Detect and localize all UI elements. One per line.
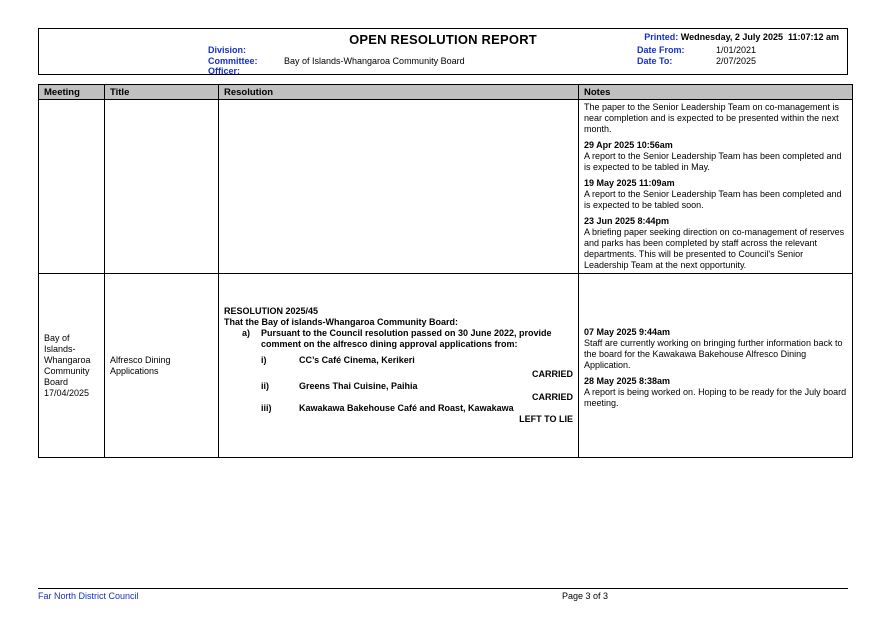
date-from-value: 1/01/2021 <box>716 45 757 55</box>
column-header-title: Title <box>105 85 219 100</box>
sub-item-marker: ii) <box>261 381 269 391</box>
sub-item-marker: iii) <box>261 403 272 413</box>
meeting-line: Board <box>44 376 69 387</box>
report-header <box>38 28 848 75</box>
status-label: CARRIED <box>531 392 573 402</box>
notes-cell <box>579 100 853 274</box>
column-header-meeting: Meeting <box>39 85 105 100</box>
note-timestamp: 07 May 2025 9:44am <box>584 327 671 337</box>
note-text: A report to the Senior Leadership Team has been completed and is expected to be tabled in May. <box>584 151 842 172</box>
table-row <box>39 274 853 458</box>
meeting-cell <box>39 274 105 458</box>
report-title: OPEN RESOLUTION REPORT <box>349 32 537 47</box>
sub-item <box>224 381 573 392</box>
sub-item <box>224 403 573 414</box>
officer-label: Officer: <box>208 66 241 76</box>
sub-item-marker: i) <box>261 355 267 365</box>
sub-item-text: Kawakawa Bakehouse Café and Roast, Kawakawa <box>299 403 514 413</box>
table-row <box>39 100 853 274</box>
note-timestamp: 28 May 2025 8:38am <box>584 376 671 386</box>
status-label: LEFT TO LIE <box>519 414 573 424</box>
table-header-row <box>39 85 853 100</box>
title-cell <box>105 274 219 458</box>
note-text: A report to the Senior Leadership Team has been completed and is expected to be tabled soon. <box>584 189 842 210</box>
printed-label: Printed: <box>644 32 679 42</box>
meeting-cell <box>39 100 105 274</box>
division-label: Division: <box>208 45 247 55</box>
column-header-notes: Notes <box>579 85 853 100</box>
meeting-line: Whangaroa <box>44 354 91 365</box>
date-to-value: 2/07/2025 <box>716 56 757 66</box>
resolution-cell <box>219 100 579 274</box>
sub-item-text: CC’s Café Cinema, Kerikeri <box>299 355 415 365</box>
item-text: Pursuant to the Council resolution passed on 30 June 2022, provide comment on the alfresco dining approval applications from: <box>261 328 552 349</box>
meeting-date: 17/04/2025 <box>44 387 90 398</box>
note-timestamp: 29 Apr 2025 10:56am <box>584 140 673 150</box>
note-timestamp: 19 May 2025 11:09am <box>584 178 675 188</box>
title-cell <box>105 100 219 274</box>
printed-stamp <box>644 32 839 42</box>
note-text: A briefing paper seeking direction on co-management of reserves and parks has been completed by staff across the relevant departments. This will be presented to Council's Senior Leadership Team at the next opportunity. <box>584 227 845 270</box>
resolution-number: RESOLUTION 2025/45 <box>224 306 319 316</box>
footer-organisation: Far North District Council <box>38 591 139 601</box>
status-label: CARRIED <box>531 369 573 379</box>
committee-value: Bay of Islands-Whangaroa Community Board <box>284 56 465 66</box>
resolution-table <box>38 84 853 458</box>
date-from-label: Date From: <box>637 45 685 55</box>
item-marker: a) <box>242 328 251 338</box>
meeting-line: Community <box>44 365 90 376</box>
committee-label: Committee: <box>208 56 258 66</box>
date-to-label: Date To: <box>637 56 673 66</box>
resolution-intro: That the Bay of islands-Whangaroa Community Board: <box>224 317 459 327</box>
note-timestamp: 23 Jun 2025 8:44pm <box>584 216 670 226</box>
printed-value: Wednesday, 2 July 2025 11:07:12 am <box>680 32 839 42</box>
note-text: A report is being worked on. Hoping to be ready for the July board meeting. <box>584 387 847 408</box>
note-text: The paper to the Senior Leadership Team on co-management is near completion and is expected to be presented within the next month. <box>584 102 839 134</box>
page-number: Page 3 of 3 <box>562 591 609 601</box>
meeting-line: Bay of <box>44 332 70 343</box>
note-text: Staff are currently working on bringing further information back to the board for the Kawakawa Bakehouse Alfresco Dining Application. <box>584 338 843 370</box>
item-title: Alfresco Dining Applications <box>110 354 171 376</box>
meeting-line: Islands- <box>44 343 76 354</box>
sub-item-text: Greens Thai Cuisine, Paihia <box>299 381 418 391</box>
resolution-cell <box>219 274 579 458</box>
sub-item <box>224 355 573 366</box>
resolution-item-a <box>224 328 573 350</box>
notes-cell <box>579 274 853 458</box>
column-header-resolution: Resolution <box>219 85 579 100</box>
footer-divider <box>38 588 848 589</box>
